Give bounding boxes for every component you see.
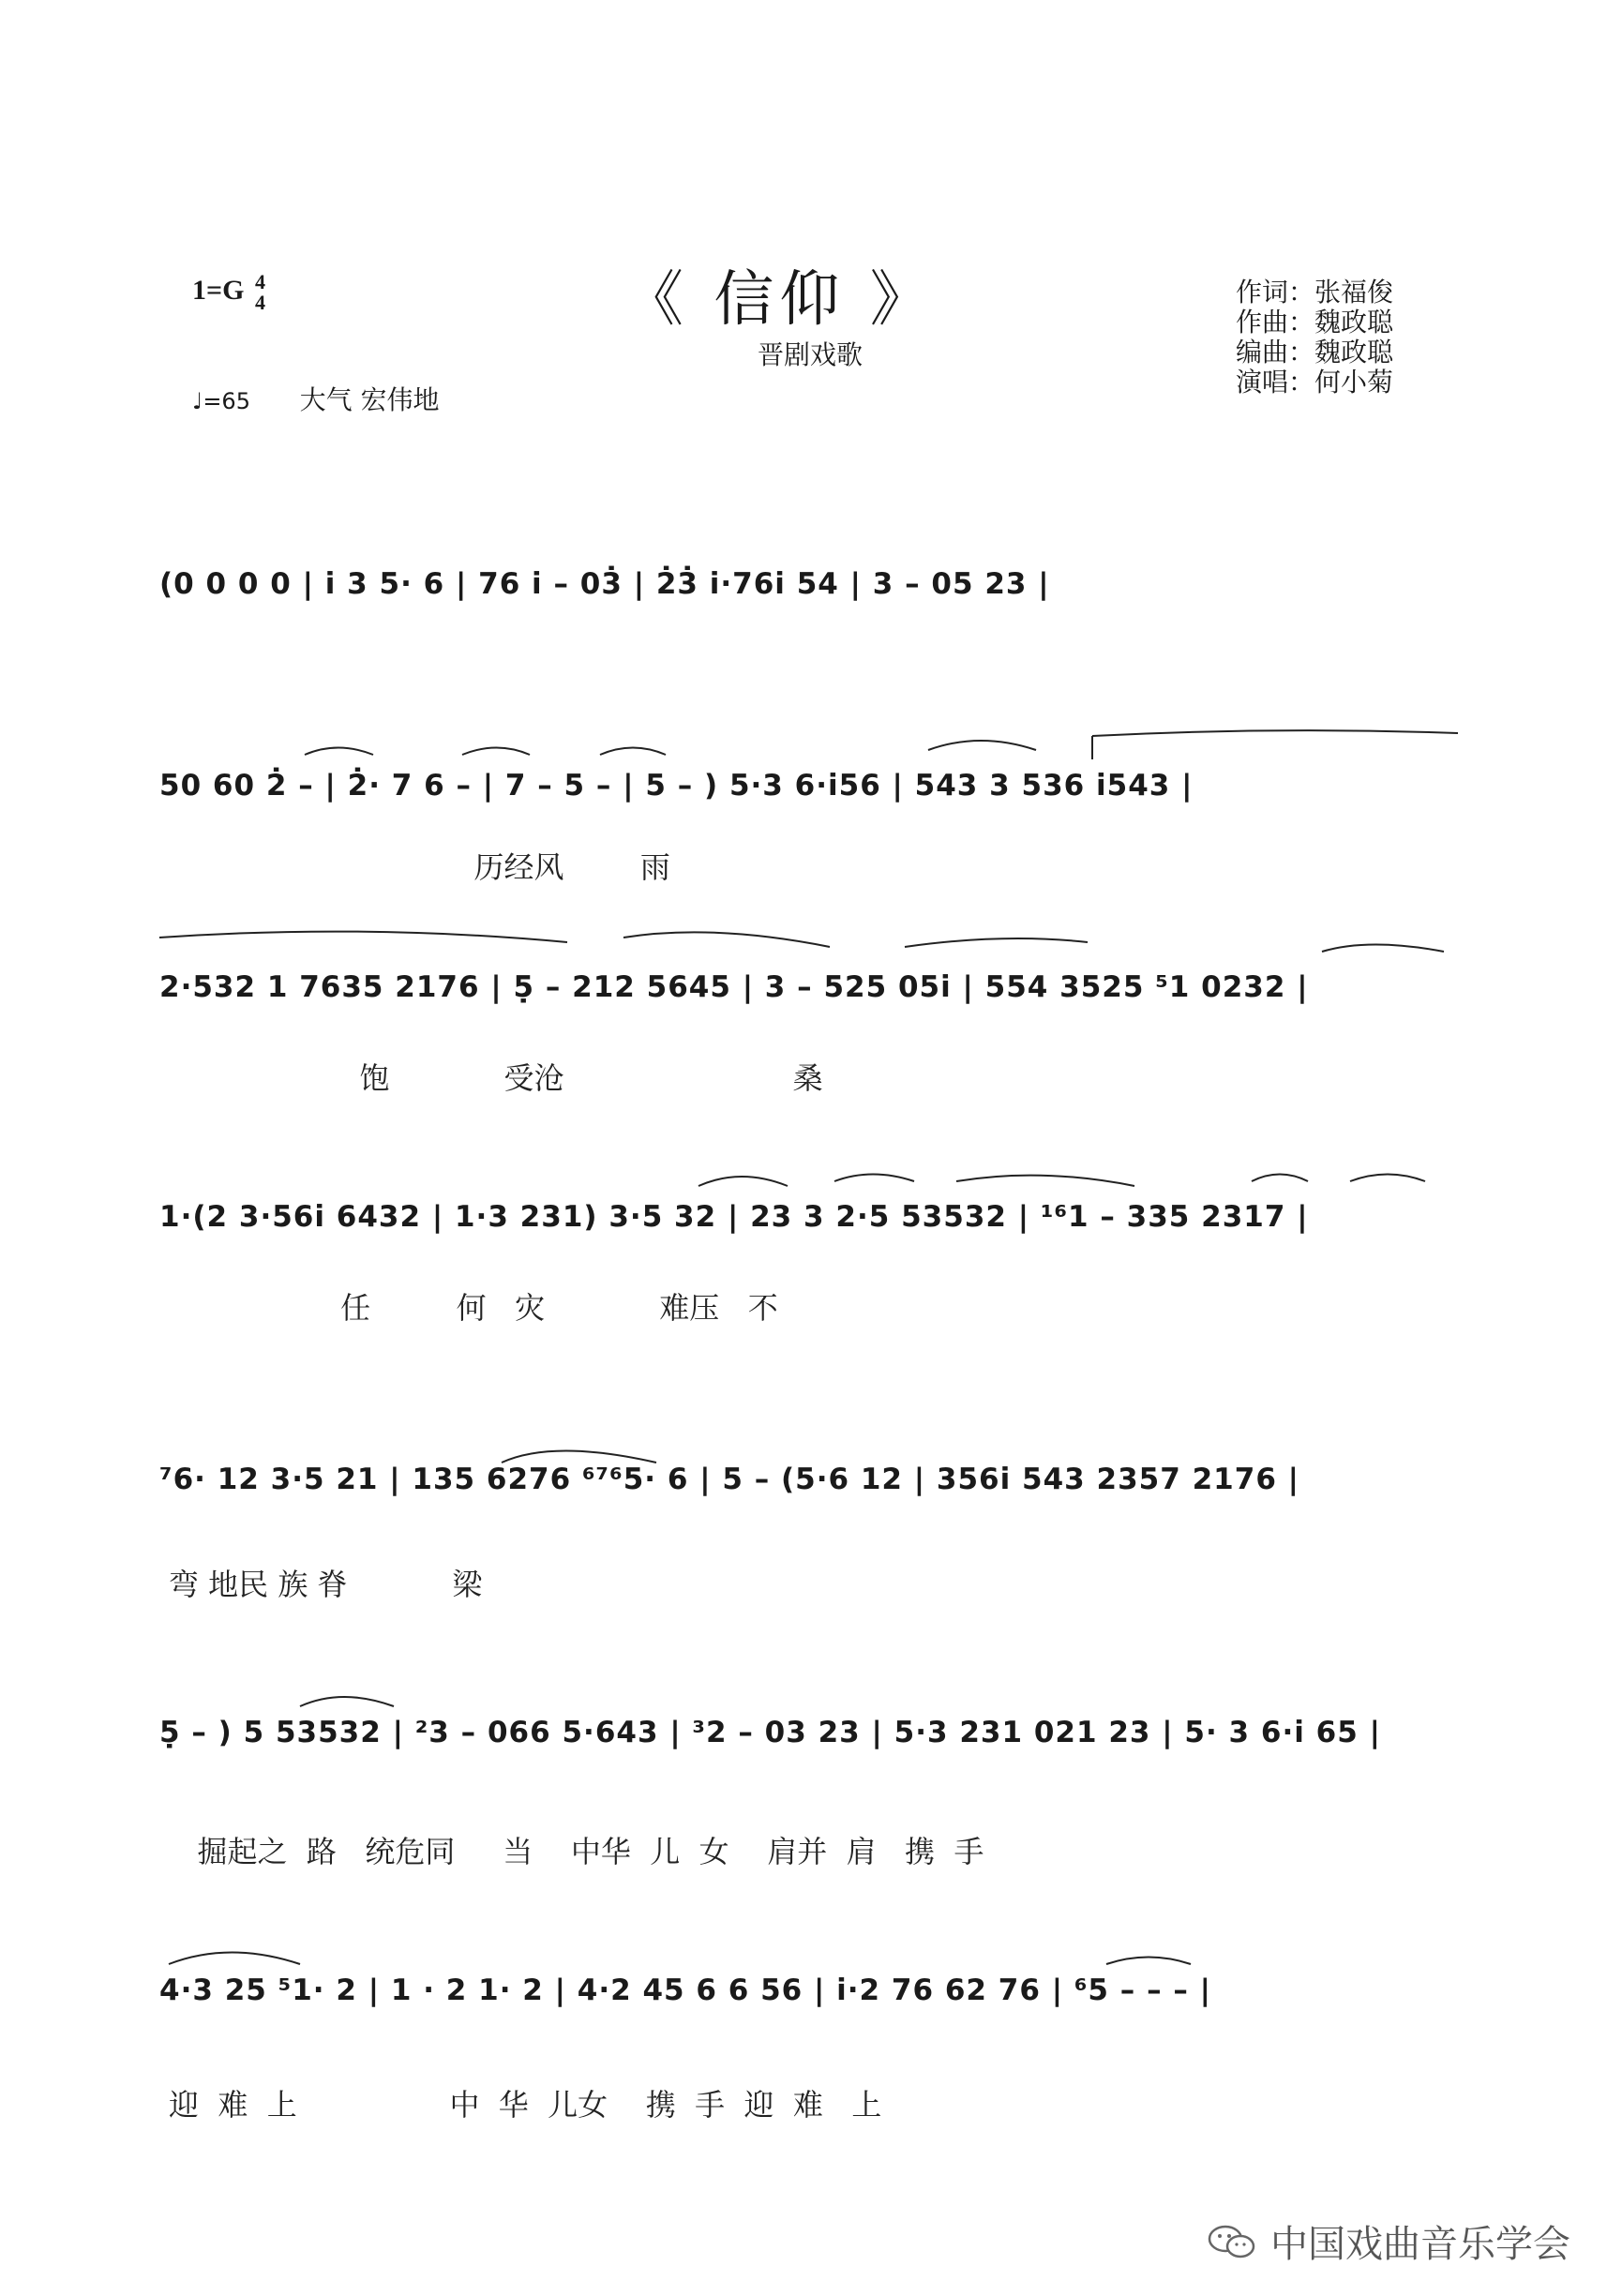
score-line-3: 2·532 1 7635 2176 | 5̣ – 212 5645 | 3 – 525 05i̇ | 554 3525 ⁵1 0232 |: [159, 970, 1309, 1004]
slur: [600, 748, 666, 756]
slur: [623, 932, 830, 947]
slur: [1106, 1958, 1191, 1965]
score-line-1: (0 0 0 0 | i̇ 3 5· 6 | 76 i̇ – 03̇ | 2̇3̇ i̇·76i̇ 54 | 3 – 05 23 |: [159, 567, 1050, 601]
credit-composer: 作曲：魏政聪: [1236, 307, 1394, 338]
time-bottom: 4: [254, 291, 265, 314]
lyric-line-3: 饱 受沧 桑: [169, 1060, 823, 1096]
tempo-value: ♩=65: [192, 388, 250, 414]
tempo-marking: [192, 380, 440, 417]
slur: [698, 1177, 788, 1186]
credits-block: [1236, 278, 1393, 398]
page-subtitle: 晋剧戏歌: [758, 339, 864, 370]
slur: [502, 1451, 656, 1463]
slur: [1322, 945, 1444, 953]
wechat-icon: [1207, 2223, 1257, 2260]
slur: [159, 932, 567, 942]
score-line-7: 4·3 25 ⁵1· 2 | 1 · 2 1· 2 | 4·2 45 6 6 56 | i̇·2 76 62 76 | ⁶5 – – – |: [159, 1973, 1211, 2007]
slur: [300, 1697, 394, 1706]
slur: [169, 1953, 300, 1965]
credit-singer: 演唱：何小菊: [1236, 367, 1394, 398]
score-line-2: 50 60 2̇ – | 2̇· 7 6 – | 7 – 5 – | 5 – ) 5·3 6·i̇56 | 543 3 536 i̇543 |: [159, 769, 1194, 803]
slur: [905, 938, 1088, 947]
slur: [1350, 1175, 1425, 1182]
lyric-line-4: 任 何 灾 难压 不: [169, 1290, 778, 1326]
time-signature: [255, 272, 265, 313]
page-title: 《 信仰 》: [623, 265, 936, 335]
lyric-line-6: 掘起之 路 统危同 当 中华 儿 女 肩并 肩 携 手: [169, 1834, 984, 1869]
slur: [834, 1175, 914, 1182]
credit-lyricist: 作词：张福俊: [1236, 277, 1394, 308]
slur: [1092, 730, 1458, 736]
score-line-4: 1·(2 3·56i̇ 6432 | 1·3 231) 3·5 32 | 23 3 2·5 53532 | ¹⁶1 – 335 2317 |: [159, 1200, 1309, 1234]
slur: [305, 748, 373, 756]
time-top: 4: [254, 270, 265, 293]
watermark-text: 中国戏曲音乐学会: [1270, 2223, 1570, 2266]
watermark: [1207, 2214, 1570, 2268]
key-label: 1=G: [192, 274, 245, 306]
score-line-5: ⁷6· 12 3·5 21 | 135 6276 ⁶⁷⁶5· 6 | 5 – (5·6 12 | 356i̇ 543 2357 2176 |: [159, 1463, 1299, 1496]
slur: [928, 741, 1036, 750]
slur: [1252, 1175, 1308, 1182]
score-line-6: 5̣ – ) 5 53532 | ²3 – 066 5·643 | ³2 – 03 23 | 5·3 231 021 23 | 5· 3 6·i̇ 65 |: [159, 1716, 1381, 1749]
style-marking: 大气 宏伟地: [299, 384, 440, 415]
lyric-line-2: 历经风 雨: [169, 849, 670, 885]
slur: [462, 748, 530, 756]
key-signature: [192, 272, 265, 313]
slur: [956, 1176, 1134, 1186]
lyric-line-5: 弯 地民 族 脊 梁: [169, 1567, 483, 1602]
credit-arranger: 编曲：魏政聪: [1236, 337, 1394, 368]
lyric-line-7: 迎 难 上 中 华 儿女 携 手 迎 难 上: [169, 2087, 882, 2123]
